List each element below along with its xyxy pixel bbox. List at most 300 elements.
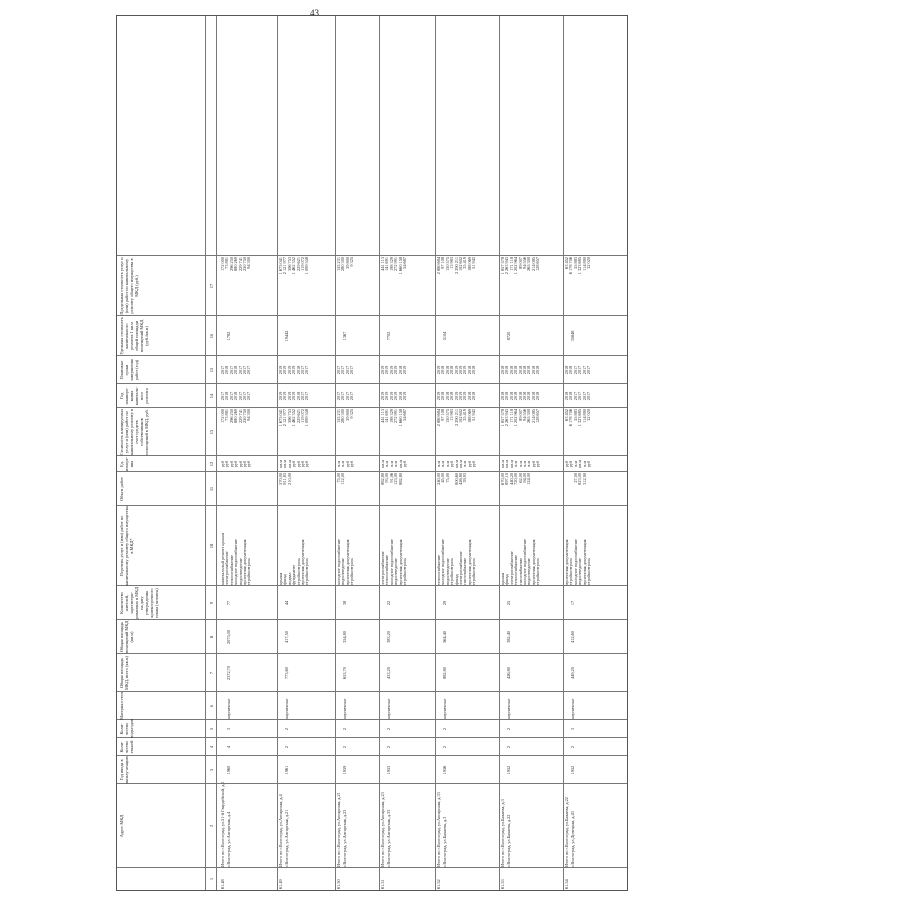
unit-label: кв.м bbox=[500, 460, 505, 468]
planning-year: 2017 bbox=[220, 391, 225, 401]
work-volume: 45,00 bbox=[440, 473, 446, 483]
unit-label: руб bbox=[586, 460, 591, 468]
column-number: 5 bbox=[209, 727, 214, 731]
work-volume: 210,00 bbox=[286, 473, 292, 485]
column-number: 15 bbox=[209, 367, 214, 373]
planned-cost: 171 118 bbox=[508, 409, 514, 423]
work-volume: 75,00 bbox=[336, 473, 341, 483]
column-number: 4 bbox=[209, 745, 214, 749]
planned-cost: 114 890 bbox=[581, 409, 587, 423]
completion-year: 2018 bbox=[444, 365, 450, 375]
header-divider bbox=[216, 16, 217, 890]
planned-cost: 441 113 bbox=[380, 409, 385, 423]
unit-cost: 19442 bbox=[284, 330, 289, 342]
planned-cost: 214 085 bbox=[530, 409, 536, 423]
planning-year: 2017 bbox=[340, 391, 346, 401]
column-number: 17 bbox=[209, 283, 214, 289]
completion-year: 2018 bbox=[530, 365, 536, 375]
row-number: 61.52 bbox=[436, 879, 441, 889]
completion-year: 2018 bbox=[397, 365, 403, 375]
entrances-count: 2 bbox=[386, 727, 391, 731]
work-volume: 720,00 bbox=[513, 473, 519, 485]
unit-label: п.м bbox=[444, 460, 450, 468]
unit-label: п.м bbox=[526, 460, 532, 468]
planning-year: 2019 bbox=[436, 391, 441, 401]
planning-year: 2019 bbox=[388, 391, 394, 401]
work-item: стройконтроль bbox=[449, 557, 455, 585]
page-number: 43 bbox=[310, 8, 319, 18]
wall-material: кирпичные bbox=[442, 698, 447, 719]
entrances-count: 2 bbox=[442, 727, 447, 731]
unit-label: кв.м bbox=[380, 460, 385, 468]
unit-label: п.м bbox=[440, 460, 446, 468]
column-number: 12 bbox=[209, 461, 214, 467]
header-cell: Перечень услуг и (или) работ по капитальному ремонту общего имущества в МКД* bbox=[119, 506, 134, 586]
completion-year: 2018 bbox=[522, 365, 527, 375]
limit-cost: 51 943 bbox=[471, 257, 477, 269]
wall-material: кирпичные bbox=[342, 698, 347, 719]
work-volume: 240,00 bbox=[436, 473, 441, 485]
unit-label: руб bbox=[564, 460, 569, 468]
area-total: 426,80 bbox=[506, 667, 511, 679]
completion-year: 2018 bbox=[564, 365, 569, 375]
work-item: газоснабжение bbox=[517, 557, 523, 585]
planning-year: 2019 bbox=[380, 391, 385, 401]
limit-cost: 1 857 578 bbox=[500, 257, 505, 275]
planning-year: 2018 bbox=[449, 391, 455, 401]
completion-year: 2017 bbox=[246, 365, 252, 375]
planned-cost: 2 880 684 bbox=[436, 409, 441, 427]
planning-year: 2018 bbox=[224, 391, 230, 401]
planning-year: 2018 bbox=[522, 391, 527, 401]
work-item: стройконтроль bbox=[535, 557, 541, 585]
mkd-address: г.Волгоград, ул.Ангарская, д.33 bbox=[386, 809, 391, 867]
header-cell: Ед. измере-ния bbox=[119, 456, 134, 472]
planning-year: 2018 bbox=[466, 391, 472, 401]
limit-cost: 63 452 bbox=[564, 257, 569, 269]
planned-cost: 1 675 041 bbox=[278, 409, 283, 427]
header-cell: Общая площадь помещений МКД (кв.м) bbox=[119, 620, 134, 654]
row-divider bbox=[563, 16, 564, 890]
limit-cost: 296 250 bbox=[228, 257, 234, 271]
planned-cost: 13 983 bbox=[449, 409, 455, 421]
header-cell: Коли-чество подъездов bbox=[119, 718, 134, 738]
unit-cost: 1782 bbox=[226, 331, 231, 341]
work-volume: 811,83 bbox=[282, 473, 288, 485]
unit-label: п.м bbox=[340, 460, 346, 468]
work-item: проектная документация bbox=[581, 539, 587, 585]
planned-cost: 265 300 bbox=[526, 409, 532, 423]
floors-count: 2 bbox=[342, 745, 347, 749]
entrances-count: 3 bbox=[570, 727, 575, 731]
planning-year: 2018 bbox=[440, 391, 446, 401]
area-rooms: 354,80 bbox=[342, 631, 347, 643]
completion-year: 2018 bbox=[466, 365, 472, 375]
year-commissioned: 1961 bbox=[284, 765, 289, 775]
wall-material: кирпичные bbox=[284, 698, 289, 719]
limit-cost: 272 991 bbox=[393, 257, 399, 271]
limit-cost: 306 753 bbox=[286, 257, 292, 271]
planning-year: 2018 bbox=[517, 391, 523, 401]
limit-cost: 1 099 558 bbox=[304, 257, 310, 275]
unit-label: руб bbox=[291, 460, 297, 468]
work-item: проектная документация bbox=[466, 539, 472, 585]
header-cell: Коли-чество этажей bbox=[119, 740, 134, 754]
column-number: 7 bbox=[209, 671, 214, 675]
planning-year: 2017 bbox=[304, 391, 310, 401]
work-item: стройконтроль bbox=[349, 557, 355, 585]
planning-year: 2018 bbox=[444, 391, 450, 401]
header-cell bbox=[119, 868, 203, 890]
work-item: подвал bbox=[286, 572, 292, 585]
completion-year: 2019 bbox=[380, 365, 385, 375]
completion-year: 2019 bbox=[388, 365, 394, 375]
floors-count: 2 bbox=[386, 745, 391, 749]
area-total: 433,20 bbox=[386, 667, 391, 679]
planning-year: 2018 bbox=[508, 391, 514, 401]
planning-year: 2017 bbox=[344, 391, 350, 401]
unit-label: п.м bbox=[393, 460, 399, 468]
planned-cost: 150 575 bbox=[444, 409, 450, 423]
limit-cost: 250 750 bbox=[242, 257, 247, 271]
planning-year: 2018 bbox=[233, 391, 239, 401]
unit-label: руб bbox=[220, 460, 225, 468]
work-item: проектная документация bbox=[530, 539, 536, 585]
work-item: водоотведение bbox=[393, 558, 399, 585]
residents-count: 38 bbox=[342, 600, 347, 606]
planning-year: 2019 bbox=[291, 391, 297, 401]
area-rooms: 417,50 bbox=[284, 631, 289, 643]
year-commissioned: 1959 bbox=[342, 765, 347, 775]
header-cell: Стоимость планируемых услуг и (или) работ по капитальному ремонту в счет средств собственников помещений в МКД, руб. bbox=[119, 408, 149, 456]
limit-cost: 39 800 bbox=[344, 257, 350, 269]
unit-label: кв.м bbox=[397, 460, 403, 468]
row-divider bbox=[335, 16, 336, 890]
residents-count: 77 bbox=[226, 600, 231, 606]
column-number: 14 bbox=[209, 393, 214, 399]
planned-cost: 296 250 bbox=[228, 409, 234, 423]
unit-label: руб bbox=[246, 460, 252, 468]
column-number: 9 bbox=[209, 601, 214, 605]
unit-label: кв.м bbox=[577, 460, 583, 468]
completion-year: 2018 bbox=[535, 365, 541, 375]
mkd-address: г.Волгоград, ул.Бахаева, д.3 bbox=[442, 816, 447, 867]
planned-cost: 51 943 bbox=[471, 409, 477, 421]
work-volume: 823,00 bbox=[577, 473, 583, 485]
work-volume: 62,00 bbox=[517, 473, 523, 483]
planned-cost: 94 300 bbox=[246, 409, 252, 421]
planning-year: 2017 bbox=[572, 391, 578, 401]
planning-year: 2018 bbox=[530, 391, 536, 401]
work-item: электроснабжение bbox=[458, 551, 463, 585]
limit-cost: 1 202 964 bbox=[513, 257, 519, 275]
mkd-address: г.Волгоград, ул.Донецкая, д.43 bbox=[570, 811, 575, 867]
floors-count: 2 bbox=[570, 745, 575, 749]
work-item: стройконтроль bbox=[246, 557, 252, 585]
work-item: стройконтроль bbox=[586, 557, 591, 585]
row-divider bbox=[277, 16, 278, 890]
planning-year: 2018 bbox=[500, 391, 505, 401]
planned-cost: 1 857 578 bbox=[500, 409, 505, 427]
mkd-address: г.Волгоград, ул.Ангарская, д.4 bbox=[226, 811, 231, 867]
capital-repair-table bbox=[116, 15, 628, 891]
unit-cost: 5104 bbox=[442, 331, 447, 341]
unit-label: руб bbox=[304, 460, 310, 468]
work-item: холодное водоснабжение bbox=[522, 539, 527, 585]
work-item: теплоснабжение bbox=[228, 554, 234, 585]
unit-label: п.м bbox=[436, 460, 441, 468]
work-volume: 440,20 bbox=[508, 473, 514, 485]
work-volume: 124,00 bbox=[526, 473, 532, 485]
unit-label: п.м bbox=[581, 460, 587, 468]
work-item: газоснабжение bbox=[462, 557, 468, 585]
unit-cost: 8720 bbox=[506, 331, 511, 341]
unit-label: руб bbox=[466, 460, 472, 468]
row-number: 61.48 bbox=[220, 879, 225, 889]
column-number: 1 bbox=[209, 877, 214, 881]
planning-year: 2019 bbox=[458, 391, 463, 401]
limit-cost: 114 890 bbox=[581, 257, 587, 271]
unit-label: руб bbox=[295, 460, 301, 468]
limit-cost: 2 880 684 bbox=[436, 257, 441, 275]
completion-year: 2019 bbox=[291, 365, 297, 375]
work-item: фасад bbox=[453, 574, 459, 585]
limit-cost: 102 602 bbox=[458, 257, 463, 271]
planned-cost: 94 556 bbox=[522, 409, 527, 421]
unit-label: п.м bbox=[384, 460, 390, 468]
unit-label: кв.м bbox=[282, 460, 288, 468]
planning-year: 2017 bbox=[577, 391, 583, 401]
work-item: проектная документация bbox=[564, 539, 569, 585]
work-volume: 882,80 bbox=[397, 473, 403, 485]
unit-label: п.м bbox=[388, 460, 394, 468]
completion-year: 2017 bbox=[349, 365, 355, 375]
area-rooms: 2075,00 bbox=[226, 630, 231, 644]
limit-cost: 94 556 bbox=[522, 257, 527, 269]
limit-cost: 198 329 bbox=[388, 257, 394, 271]
header-cell: Плановые сроки завершения работ (год) bbox=[119, 359, 139, 381]
planning-year: 2017 bbox=[586, 391, 591, 401]
work-item: холодное водоснабжение bbox=[440, 539, 446, 585]
planning-year: 2018 bbox=[526, 391, 532, 401]
completion-year: 2018 bbox=[513, 365, 519, 375]
unit-label: кв.м bbox=[508, 460, 514, 468]
mkd-address: г.Волгоград, ул.Бахаева, д.22 bbox=[506, 814, 511, 867]
completion-year: 2018 bbox=[295, 365, 301, 375]
limit-cost: 150 575 bbox=[444, 257, 450, 271]
work-volume: 112,00 bbox=[340, 473, 346, 485]
completion-year: 2017 bbox=[577, 365, 583, 375]
work-item: крыша bbox=[278, 572, 283, 585]
limit-cost: 97 108 bbox=[440, 257, 446, 269]
unit-label: кв.м bbox=[286, 460, 292, 468]
area-total: 2372,70 bbox=[226, 666, 231, 680]
planned-cost: 54 687 bbox=[402, 409, 407, 421]
limit-cost: 1 323 685 bbox=[577, 257, 583, 275]
planned-cost: 1 202 964 bbox=[513, 409, 519, 427]
completion-year: 2017 bbox=[572, 365, 578, 375]
limit-cost: 1 660 158 bbox=[397, 257, 403, 275]
header-cell: Удельная стоимость капитального ремонта 1 кв.м общей площади помещений МКД (руб./кв.м) bbox=[119, 317, 149, 355]
header-cell: Объем работ bbox=[119, 477, 124, 501]
planning-year: 2018 bbox=[504, 391, 510, 401]
total-label: Итого по г.Волгоград, ул.Бахаева, д.22 bbox=[564, 797, 569, 867]
unit-label: кв.м bbox=[458, 460, 463, 468]
planned-cost: 119 072 bbox=[300, 409, 305, 423]
work-volume: 426,80 bbox=[458, 473, 463, 485]
column-number: 11 bbox=[209, 486, 214, 492]
work-volume: 897,10 bbox=[504, 473, 510, 485]
year-commissioned: 1960 bbox=[226, 765, 231, 775]
planning-year: 2019 bbox=[282, 391, 288, 401]
column-number: 10 bbox=[209, 543, 214, 549]
planning-year: 2019 bbox=[393, 391, 399, 401]
planned-cost: 35 419 bbox=[462, 409, 468, 421]
wall-material: кирпичные bbox=[506, 698, 511, 719]
planned-cost: 306 753 bbox=[286, 409, 292, 423]
work-item: водоотведение bbox=[444, 558, 450, 585]
area-rooms: 383,20 bbox=[386, 631, 391, 643]
entrances-count: 2 bbox=[342, 727, 347, 731]
limit-cost: 141 691 bbox=[384, 257, 390, 271]
column-number: 3 bbox=[209, 768, 214, 772]
planned-cost: 39 800 bbox=[344, 409, 350, 421]
column-number: 13 bbox=[209, 429, 214, 435]
header-cell: Материал стен bbox=[119, 692, 124, 720]
limit-cost: 188 069 bbox=[466, 257, 472, 271]
unit-label: руб bbox=[242, 460, 247, 468]
limit-cost: 35 419 bbox=[462, 257, 468, 269]
work-item: холодное водоснабжение bbox=[336, 539, 341, 585]
completion-year: 2019 bbox=[384, 365, 390, 375]
planning-year: 2017 bbox=[246, 391, 252, 401]
area-rooms: 382,40 bbox=[506, 631, 511, 643]
planning-year: 2017 bbox=[300, 391, 305, 401]
limit-cost: 128 657 bbox=[535, 257, 541, 271]
completion-year: 2019 bbox=[278, 365, 283, 375]
planned-cost: 9 325 bbox=[349, 409, 355, 419]
unit-label: кв.м bbox=[504, 460, 510, 468]
unit-cost: 35848 bbox=[570, 330, 575, 342]
wall-material: кирпичные bbox=[570, 698, 575, 719]
unit-label: руб bbox=[535, 460, 541, 468]
limit-cost: 2 263 943 bbox=[504, 257, 510, 275]
planning-year: 2018 bbox=[295, 391, 301, 401]
planning-year: 2018 bbox=[397, 391, 403, 401]
limit-cost: 2 290 211 bbox=[453, 257, 459, 275]
completion-year: 2018 bbox=[233, 365, 239, 375]
unit-label: руб bbox=[300, 460, 305, 468]
completion-year: 2018 bbox=[504, 365, 510, 375]
unit-label: руб bbox=[530, 460, 536, 468]
limit-cost: 89 007 bbox=[517, 257, 523, 269]
column-number: 16 bbox=[209, 333, 214, 339]
work-item: водоотведение bbox=[577, 558, 583, 585]
limit-cost: 214 085 bbox=[530, 257, 536, 271]
unit-label: п.м bbox=[336, 460, 341, 468]
completion-year: 2019 bbox=[458, 365, 463, 375]
planning-year: 2018 bbox=[568, 391, 574, 401]
work-item: теплоснабжение bbox=[436, 554, 441, 585]
header-cell: Общая площадь МКД, всего (кв.м) bbox=[119, 656, 129, 691]
unit-label: руб bbox=[233, 460, 239, 468]
residents-count: 44 bbox=[284, 600, 289, 606]
planning-year: 2017 bbox=[228, 391, 234, 401]
residents-count: 25 bbox=[506, 600, 511, 606]
work-item: электроснабжение bbox=[224, 551, 230, 585]
completion-year: 2017 bbox=[340, 365, 346, 375]
entrances-count: 2 bbox=[506, 727, 511, 731]
planned-cost: 229 621 bbox=[295, 409, 301, 423]
work-item: стройконтроль bbox=[568, 557, 574, 585]
row-number: 61.54 bbox=[564, 879, 569, 889]
work-item: проектная документация bbox=[397, 539, 403, 585]
row-divider bbox=[499, 16, 500, 890]
completion-year: 2018 bbox=[508, 365, 514, 375]
planned-cost: 1 462 352 bbox=[291, 409, 297, 427]
area-total: 882,80 bbox=[442, 667, 447, 679]
planned-cost: 172 000 bbox=[220, 409, 225, 423]
unit-label: руб bbox=[568, 460, 574, 468]
limit-cost: 880 269 bbox=[233, 257, 239, 271]
work-volume: 800,60 bbox=[453, 473, 459, 485]
completion-year: 2018 bbox=[500, 365, 505, 375]
planned-cost: 141 691 bbox=[384, 409, 390, 423]
wall-material: кирпичные bbox=[386, 698, 391, 719]
limit-cost: 32 020 bbox=[586, 257, 591, 269]
work-item: водоотведение bbox=[526, 558, 532, 585]
planning-year: 2017 bbox=[336, 391, 341, 401]
planned-cost: 198 329 bbox=[388, 409, 394, 423]
planning-year: 2018 bbox=[564, 391, 569, 401]
column-number: 2 bbox=[209, 824, 214, 828]
completion-year: 2019 bbox=[436, 365, 441, 375]
limit-cost: 229 741 bbox=[237, 257, 243, 271]
unit-label: кв.м bbox=[453, 460, 459, 468]
work-item: проектная документация bbox=[300, 539, 305, 585]
header-divider bbox=[205, 16, 206, 890]
work-volume: 91,06 bbox=[388, 473, 394, 483]
unit-cost: 7702 bbox=[386, 331, 391, 341]
work-item: холодное водоснабжение bbox=[388, 539, 394, 585]
work-volume: 670,00 bbox=[500, 473, 505, 485]
limit-cost: 2 121 977 bbox=[282, 257, 288, 275]
work-volume: 312,90 bbox=[581, 473, 587, 485]
work-item: стройконтроль bbox=[295, 557, 301, 585]
completion-year: 2017 bbox=[336, 365, 341, 375]
completion-year: 2017 bbox=[237, 365, 243, 375]
floors-count: 2 bbox=[506, 745, 511, 749]
header-cell: Год ввода в эксплу-атацию bbox=[119, 756, 129, 784]
planning-year: 2019 bbox=[286, 391, 292, 401]
planned-cost: 1 660 158 bbox=[397, 409, 403, 427]
total-label: Итого по г.Волгоград, ул.51-й Гвардейской, д.1 bbox=[220, 781, 225, 867]
completion-year: 2019 bbox=[453, 365, 459, 375]
limit-cost: 55 883 bbox=[572, 257, 578, 269]
work-item: водоотведение bbox=[340, 558, 346, 585]
work-item: холодное водоснабжение bbox=[233, 539, 239, 585]
completion-year: 2019 bbox=[462, 365, 468, 375]
work-item: фасад bbox=[282, 574, 288, 585]
work-volume: 123,00 bbox=[393, 473, 399, 485]
unit-label: руб bbox=[349, 460, 355, 468]
limit-cost: 6 178 706 bbox=[568, 257, 574, 275]
limit-cost: 155 231 bbox=[336, 257, 341, 271]
limit-cost: 13 983 bbox=[449, 257, 455, 269]
limit-cost: 94 300 bbox=[246, 257, 252, 269]
completion-year: 2018 bbox=[440, 365, 446, 375]
completion-year: 2019 bbox=[393, 365, 399, 375]
